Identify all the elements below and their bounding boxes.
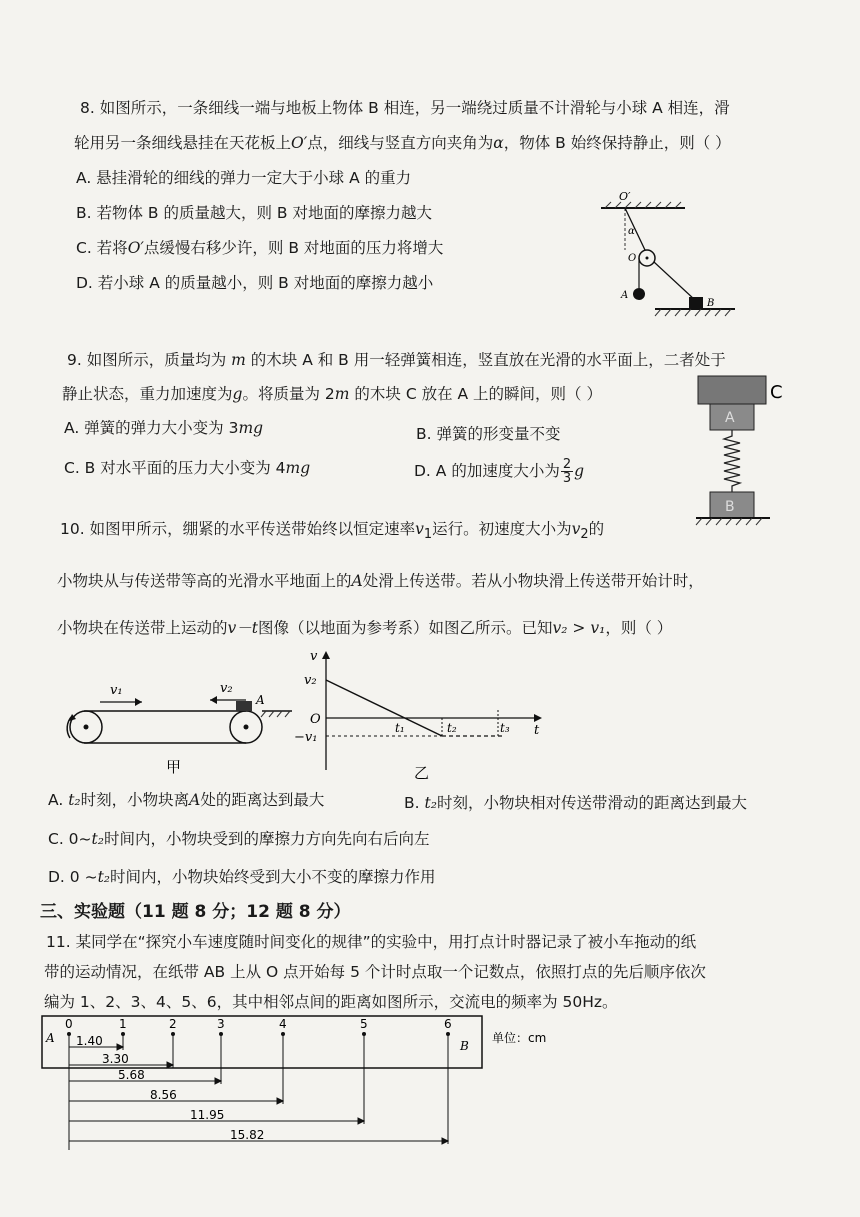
q9-spring-figure <box>688 372 798 532</box>
q9-option-a: A. 弹簧的弹力大小变为 3mg <box>64 419 264 437</box>
q11-line2: 带的运动情况，在纸带 AB 上从 O 点开始每 5 个计时点取一个记数点，依照打点的先后顺序依次 <box>44 963 706 981</box>
q10-option-c: C. 0~t₂时间内，小物块受到的摩擦力方向先向右后向左 <box>48 830 430 848</box>
q10-yi-t-label: t <box>534 723 540 738</box>
q11-dist-3: 5.68 <box>118 1068 145 1082</box>
q11-dist-1: 1.40 <box>76 1034 103 1048</box>
q10-jia-a-label: A <box>256 693 265 707</box>
q10-stem-line1: 10. 如图甲所示，绷紧的水平传送带始终以恒定速率$v_1$运行。初速度大小为$v_2$的 <box>60 520 605 543</box>
q10-small-block <box>236 701 252 711</box>
q9-option-d: D. A 的加速度大小为 $\frac{2}{3}$ g <box>414 457 585 486</box>
q11-point-6: 6 <box>444 1017 452 1031</box>
q10-stem-line3: 小物块在传送带上运动的v－t图像（以地面为参考系）如图乙所示。已知v₂ > v₁，则（ ） <box>57 619 673 637</box>
q11-dist-5: 11.95 <box>190 1108 225 1122</box>
q10-vt-graph <box>290 648 550 783</box>
q8-stem-line1: 8. 如图所示，一条细线一端与地板上物体 B 相连，另一端绕过质量不计滑轮与小球 A 相连，滑 <box>80 99 730 117</box>
q10-yi-t1-label: t₁ <box>395 721 405 735</box>
q9-fig-label-b: B <box>725 499 735 515</box>
q10-jia-caption: 甲 <box>166 758 182 776</box>
q11-point-3: 3 <box>217 1017 225 1031</box>
q11-line1: 11. 某同学在“探究小车速度随时间变化的规律”的实验中，用打点计时器记录了被小车拖动的纸 <box>46 933 697 951</box>
q11-point-4: 4 <box>279 1017 287 1031</box>
q9-stem-line1: 9. 如图所示，质量均为 m 的木块 A 和 B 用一轻弹簧相连，竖直放在光滑的水平面上，二者处于 <box>67 351 726 369</box>
q8-fig-label-a: A <box>621 290 629 301</box>
q8-block-b <box>689 297 703 309</box>
q11-dist-4: 8.56 <box>150 1088 177 1102</box>
q9-option-c: C. B 对水平面的压力大小变为 4mg <box>64 459 311 477</box>
q8-option-c: C. 若将O′点缓慢右移少许，则 B 对地面的压力将增大 <box>76 239 444 257</box>
q10-yi-origin-label: O <box>310 712 321 727</box>
q8-fig-label-b: B <box>707 298 715 309</box>
q11-dist-6: 15.82 <box>230 1128 265 1142</box>
q9-option-d-fraction: $\frac{2}{3}$ <box>562 457 572 486</box>
q11-point-0: 0 <box>65 1017 73 1031</box>
q10-yi-v-label: v <box>310 649 318 664</box>
q8-option-a: A. 悬挂滑轮的细线的弹力一定大于小球 A 的重力 <box>76 169 412 187</box>
q10-yi-v2-label: v₂ <box>304 673 317 688</box>
q11-line3: 编为 1、2、3、4、5、6，其中相邻点间的距离如图所示，交流电的频率为 50Hz。 <box>44 993 618 1011</box>
q8-fig-label-alpha: α <box>628 226 635 237</box>
section-three-heading: 三、实验题（11 题 8 分；12 题 8 分） <box>40 902 351 922</box>
q8-stem-line2: 轮用另一条细线悬挂在天花板上O′点，细线与竖直方向夹角为α，物体 B 始终保持静止，则（ ） <box>74 134 731 152</box>
q11-tape-label-a: A <box>46 1031 55 1045</box>
q10-yi-t2-label: t₂ <box>447 721 457 735</box>
q10-yi-negv1-label: −v₁ <box>294 730 318 745</box>
q8-option-d: D. 若小球 A 的质量越小，则 B 对地面的摩擦力越小 <box>76 274 434 292</box>
q11-tape-label-b: B <box>460 1039 469 1053</box>
q9-spring <box>724 430 740 492</box>
q10-option-d: D. 0 ~t₂时间内，小物块始终受到大小不变的摩擦力作用 <box>48 868 436 886</box>
q10-yi-velocity-line <box>326 680 442 736</box>
q11-tape-unit: 单位：cm <box>492 1031 547 1045</box>
q10-conveyor-figure <box>60 680 300 780</box>
q10-yi-t3-label: t₃ <box>500 721 510 735</box>
q8-pulley-figure <box>595 188 745 328</box>
q8-option-b: B. 若物体 B 的质量越大，则 B 对地面的摩擦力越大 <box>76 204 432 222</box>
q11-tape-figure <box>40 1012 600 1162</box>
q8-fig-label-o-prime: O′ <box>619 190 631 203</box>
q11-dist-2: 3.30 <box>102 1052 129 1066</box>
q9-stem-line2: 静止状态，重力加速度为g。将质量为 2m 的木块 C 放在 A 上的瞬间，则（ ） <box>62 385 602 403</box>
q9-option-b: B. 弹簧的形变量不变 <box>416 425 561 443</box>
q10-option-a: A. t₂时刻，小物块离A处的距离达到最大 <box>48 791 325 809</box>
q11-point-2: 2 <box>169 1017 177 1031</box>
q10-stem-line2: 小物块从与传送带等高的光滑水平地面上的A处滑上传送带。若从小物块滑上传送带开始计时， <box>57 572 704 590</box>
q10-yi-caption: 乙 <box>414 764 430 782</box>
q10-option-b: B. t₂时刻，小物块相对传送带滑动的距离达到最大 <box>404 794 747 812</box>
q11-point-5: 5 <box>360 1017 368 1031</box>
q9-block-c <box>698 376 766 404</box>
q10-jia-v2-label: v₂ <box>220 681 233 696</box>
q8-fig-label-o: O <box>628 253 637 264</box>
q9-fig-label-c: C <box>770 382 783 403</box>
q8-ball-a <box>633 288 645 300</box>
q11-point-1: 1 <box>119 1017 127 1031</box>
q10-jia-v1-label: v₁ <box>110 683 123 698</box>
q9-fig-label-a: A <box>725 410 735 426</box>
